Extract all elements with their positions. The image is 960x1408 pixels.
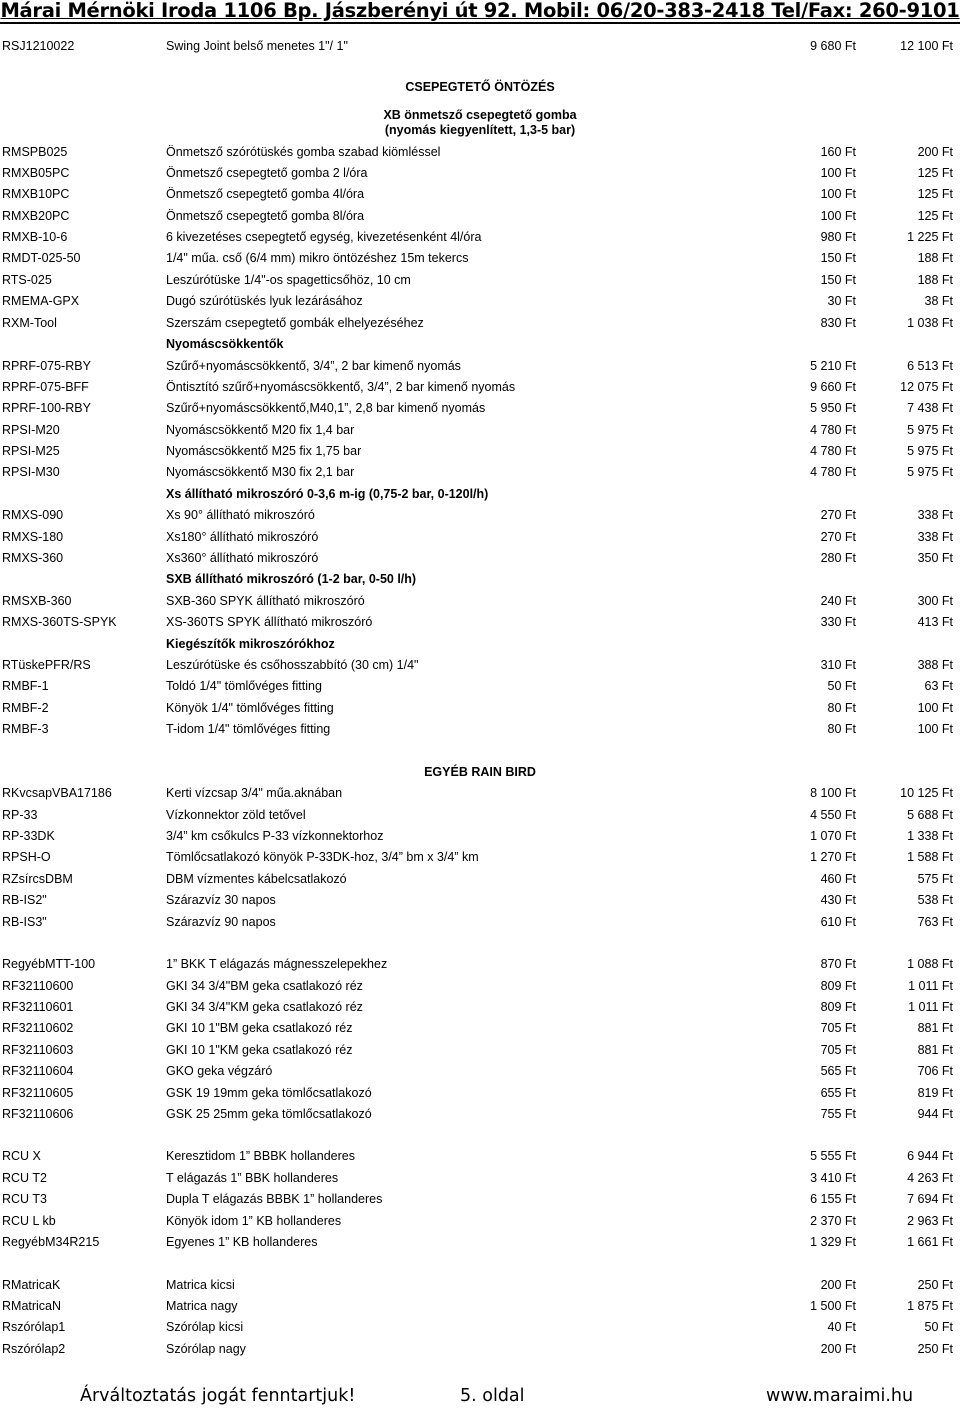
net-price: 40 Ft [827,1320,856,1334]
product-code: RB-IS2" [2,893,47,907]
price-row [0,784,960,802]
product-code: RMBF-2 [2,701,49,715]
price-row [0,848,960,866]
price-row [0,955,960,973]
price-row [0,378,960,396]
product-code: RF32110600 [2,979,74,993]
product-description: Dugó szúrótüskés lyuk lezárásához [166,294,363,308]
product-description: 6 kivezetéses csepegtető egység, kivezetésenként 4l/óra [166,230,482,244]
product-code: RMBF-3 [2,722,49,736]
product-description: Nyomáscsökkentő M20 fix 1,4 bar [166,423,355,437]
product-code: RMDT-025-50 [2,251,81,265]
product-code: RMXS-090 [2,508,64,522]
subsection-heading-text: Kiegészítők mikroszórókhoz [166,637,335,651]
product-code: RF32110606 [2,1107,74,1121]
gross-price: 1 011 Ft [908,1000,953,1014]
price-row [0,292,960,310]
product-code: RSJ1210022 [2,39,75,53]
product-code: RF32110605 [2,1086,74,1100]
price-row [0,314,960,332]
gross-price: 5 975 Ft [907,465,953,479]
product-description: T elágazás 1” BBK hollanderes [166,1171,339,1185]
page-number: 5. oldal [460,1386,525,1406]
subsection-heading [0,570,960,588]
product-code: RMSXB-360 [2,594,72,608]
gross-price: 1 011 Ft [908,979,953,993]
product-code: RCU T3 [2,1192,47,1206]
product-description: Tömlőcsatlakozó könyök P-33DK-hoz, 3/4” bm x 3/4” km [166,850,479,864]
product-code: RMXS-360TS-SPYK [2,615,117,629]
subsection-heading [0,485,960,503]
gross-price: 5 975 Ft [907,423,953,437]
gross-price: 1 338 Ft [907,829,953,843]
product-description: Könyök idom 1” KB hollanderes [166,1214,342,1228]
product-description: Szárazvíz 30 napos [166,893,276,907]
gross-price: 6 513 Ft [907,359,953,373]
net-price: 830 Ft [820,316,856,330]
gross-price: 188 Ft [917,251,953,265]
net-price: 330 Ft [820,615,856,629]
product-description: 3/4” km csőkulcs P-33 vízkonnektorhoz [166,829,384,843]
price-row [0,699,960,717]
product-code: Rszórólap1 [2,1320,66,1334]
section-subtitle [0,121,960,139]
product-code: RegyébMTT-100 [2,957,96,971]
net-price: 565 Ft [820,1064,856,1078]
price-row [0,506,960,524]
product-code: RMBF-1 [2,679,49,693]
gross-price: 413 Ft [917,615,953,629]
price-row [0,185,960,203]
net-price: 310 Ft [820,658,856,672]
subsection-heading-text: Xs állítható mikroszóró 0-3,6 m-ig (0,75-2 bar, 0-120l/h) [166,487,489,501]
product-description: GKI 10 1"BM geka csatlakozó réz [166,1021,353,1035]
price-row [0,549,960,567]
price-row [0,998,960,1016]
product-code: RMatricaN [2,1299,62,1313]
price-row [0,1276,960,1294]
net-price: 50 Ft [827,679,856,693]
price-row [0,656,960,674]
gross-price: 5 688 Ft [907,808,953,822]
gross-price: 10 125 Ft [900,786,953,800]
net-price: 9 680 Ft [810,39,856,53]
product-description: Egyenes 1” KB hollanderes [166,1235,318,1249]
price-row [0,1062,960,1080]
product-description: Xs360° állítható mikroszóró [166,551,319,565]
product-description: SXB-360 SPYK állítható mikroszóró [166,594,365,608]
gross-price: 188 Ft [917,273,953,287]
gross-price: 50 Ft [924,1320,953,1334]
product-code: Rszórólap2 [2,1342,66,1356]
product-code: RMXB-10-6 [2,230,68,244]
price-row [0,1147,960,1165]
product-code: RF32110601 [2,1000,74,1014]
product-description: Szűrő+nyomáscsökkentő,M40,1”, 2,8 bar kimenő nyomás [166,401,486,415]
product-code: RF32110604 [2,1064,74,1078]
section-title-text: CSEPEGTETŐ ÖNTÖZÉS [405,80,555,94]
product-description: T-idom 1/4" tömlővéges fitting [166,722,331,736]
product-code: RMatricaK [2,1278,61,1292]
net-price: 240 Ft [820,594,856,608]
net-price: 5 555 Ft [810,1149,856,1163]
net-price: 5 210 Ft [810,359,856,373]
net-price: 100 Ft [820,187,856,201]
gross-price: 38 Ft [924,294,953,308]
net-price: 8 100 Ft [810,786,856,800]
price-row [0,806,960,824]
gross-price: 125 Ft [917,187,953,201]
product-code: RegyébM34R215 [2,1235,100,1249]
subsection-heading [0,335,960,353]
product-code: RMXB05PC [2,166,70,180]
net-price: 5 950 Ft [810,401,856,415]
net-price: 100 Ft [820,209,856,223]
net-price: 9 660 Ft [810,380,856,394]
product-code: RP-33DK [2,829,55,843]
price-row [0,977,960,995]
product-description: Xs 90° állítható mikroszóró [166,508,315,522]
gross-price: 1 661 Ft [907,1235,953,1249]
net-price: 100 Ft [820,166,856,180]
net-price: 200 Ft [820,1278,856,1292]
footer-website: www.maraimi.hu [766,1386,914,1406]
section-title [0,78,960,96]
gross-price: 1 875 Ft [907,1299,953,1313]
net-price: 1 329 Ft [810,1235,856,1249]
product-code: RPSI-M30 [2,465,60,479]
price-row [0,207,960,225]
net-price: 160 Ft [820,145,856,159]
product-code: RF32110603 [2,1043,74,1057]
product-description: Szórólap kicsi [166,1320,244,1334]
net-price: 80 Ft [827,722,856,736]
price-row [0,442,960,460]
product-description: Öntisztító szűrő+nyomáscsökkentő, 3/4”, 2 bar kimenő nyomás [166,380,516,394]
gross-price: 881 Ft [917,1021,953,1035]
net-price: 870 Ft [820,957,856,971]
price-row [0,592,960,610]
net-price: 460 Ft [820,872,856,886]
gross-price: 1 225 Ft [907,230,953,244]
product-description: 1/4" műa. cső (6/4 mm) mikro öntözéshez 15m tekercs [166,251,469,265]
product-description: Matrica nagy [166,1299,238,1313]
product-description: GSK 25 25mm geka tömlőcsatlakozó [166,1107,372,1121]
product-code: RB-IS3" [2,915,47,929]
product-code: RKvcsapVBA17186 [2,786,112,800]
page-footer [0,1385,960,1407]
price-row [0,870,960,888]
product-code: RPSH-O [2,850,51,864]
gross-price: 250 Ft [917,1278,953,1292]
product-code: RPSI-M20 [2,423,60,437]
product-code: RMEMA-GPX [2,294,80,308]
product-code: RPRF-075-RBY [2,359,91,373]
product-description: Kerti vízcsap 3/4" műa.aknában [166,786,343,800]
gross-price: 4 263 Ft [907,1171,953,1185]
gross-price: 706 Ft [917,1064,953,1078]
product-description: GKO geka végzáró [166,1064,273,1078]
section-subtitle-text: (nyomás kiegyenlített, 1,3-5 bar) [384,123,576,137]
gross-price: 100 Ft [917,701,953,715]
gross-price: 125 Ft [917,166,953,180]
price-row [0,463,960,481]
price-row [0,1340,960,1358]
product-code: RZsírcsDBM [2,872,73,886]
product-code: RXM-Tool [2,316,57,330]
product-description: Keresztidom 1” BBBK hollanderes [166,1149,355,1163]
gross-price: 1 038 Ft [907,316,953,330]
gross-price: 12 075 Ft [900,380,953,394]
product-code: RMXB20PC [2,209,70,223]
net-price: 280 Ft [820,551,856,565]
product-description: Szórólap nagy [166,1342,246,1356]
net-price: 655 Ft [820,1086,856,1100]
net-price: 705 Ft [820,1043,856,1057]
product-code: RMXS-180 [2,530,64,544]
product-code: RCU X [2,1149,41,1163]
price-row [0,913,960,931]
product-description: Swing Joint belső menetes 1"/ 1" [166,39,348,53]
net-price: 705 Ft [820,1021,856,1035]
product-code: RMXB10PC [2,187,70,201]
gross-price: 881 Ft [917,1043,953,1057]
net-price: 150 Ft [820,273,856,287]
product-code: RP-33 [2,808,38,822]
product-description: Toldó 1/4" tömlővéges fitting [166,679,322,693]
gross-price: 388 Ft [917,658,953,672]
product-description: Önmetsző csepegtető gomba 8l/óra [166,209,365,223]
product-description: Matrica kicsi [166,1278,235,1292]
product-description: Xs180° állítható mikroszóró [166,530,319,544]
product-description: Önmetsző csepegtető gomba 2 l/óra [166,166,368,180]
product-description: GKI 34 3/4"BM geka csatlakozó réz [166,979,363,993]
net-price: 610 Ft [820,915,856,929]
product-description: Szárazvíz 90 napos [166,915,276,929]
price-row [0,613,960,631]
gross-price: 575 Ft [917,872,953,886]
price-row [0,1297,960,1315]
product-description: Leszúrótüske és csőhosszabbító (30 cm) 1/4" [166,658,419,672]
section-subtitle-text: XB önmetsző csepegtető gomba [383,108,577,122]
net-price: 1 270 Ft [810,850,856,864]
price-row [0,1190,960,1208]
product-description: GKI 10 1"KM geka csatlakozó réz [166,1043,353,1057]
net-price: 1 070 Ft [810,829,856,843]
net-price: 4 780 Ft [810,444,856,458]
gross-price: 63 Ft [924,679,953,693]
product-code: RCU T2 [2,1171,47,1185]
product-code: RCU L kb [2,1214,56,1228]
net-price: 270 Ft [820,508,856,522]
product-description: Szűrő+nyomáscsökkentő, 3/4”, 2 bar kimenő nyomás [166,359,461,373]
gross-price: 338 Ft [917,530,953,544]
gross-price: 5 975 Ft [907,444,953,458]
price-row [0,891,960,909]
product-description: DBM vízmentes kábelcsatlakozó [166,872,347,886]
product-code: RTüskePFR/RS [2,658,91,672]
price-row [0,399,960,417]
gross-price: 350 Ft [917,551,953,565]
price-row [0,1019,960,1037]
subsection-heading-text: SXB állítható mikroszóró (1-2 bar, 0-50 l/h) [166,572,417,586]
product-description: 1” BKK T elágazás mágnesszelepekhez [166,957,388,971]
gross-price: 100 Ft [917,722,953,736]
product-description: Nyomáscsökkentő M25 fix 1,75 bar [166,444,362,458]
net-price: 200 Ft [820,1342,856,1356]
gross-price: 125 Ft [917,209,953,223]
price-row [0,1105,960,1123]
product-code: RMSPB025 [2,145,68,159]
product-description: Önmetsző szórótüskés gomba szabad kiömléssel [166,145,441,159]
price-row [0,37,960,55]
product-code: RF32110602 [2,1021,74,1035]
product-description: XS-360TS SPYK állítható mikroszóró [166,615,373,629]
section-title [0,763,960,781]
section-title-text: EGYÉB RAIN BIRD [424,765,536,779]
product-code: RPSI-M25 [2,444,60,458]
price-row [0,1041,960,1059]
gross-price: 1 088 Ft [907,957,953,971]
gross-price: 6 944 Ft [907,1149,953,1163]
net-price: 4 780 Ft [810,423,856,437]
product-code: RTS-025 [2,273,52,287]
net-price: 2 370 Ft [810,1214,856,1228]
gross-price: 1 588 Ft [907,850,953,864]
product-description: Szerszám csepegtető gombák elhelyezéséhez [166,316,424,330]
product-description: Dupla T elágazás BBBK 1” hollanderes [166,1192,383,1206]
price-row [0,164,960,182]
price-row [0,1169,960,1187]
product-description: Nyomáscsökkentő M30 fix 2,1 bar [166,465,355,479]
gross-price: 763 Ft [917,915,953,929]
net-price: 809 Ft [820,979,856,993]
product-description: Leszúrótüske 1/4"-os spagetticsőhöz, 10 cm [166,273,411,287]
price-row [0,1212,960,1230]
price-row [0,1233,960,1251]
price-row [0,528,960,546]
net-price: 3 410 Ft [810,1171,856,1185]
price-row [0,677,960,695]
price-row [0,1084,960,1102]
net-price: 30 Ft [827,294,856,308]
net-price: 755 Ft [820,1107,856,1121]
product-code: RMXS-360 [2,551,64,565]
gross-price: 250 Ft [917,1342,953,1356]
net-price: 809 Ft [820,1000,856,1014]
net-price: 4 780 Ft [810,465,856,479]
gross-price: 944 Ft [917,1107,953,1121]
net-price: 980 Ft [820,230,856,244]
gross-price: 2 963 Ft [907,1214,953,1228]
net-price: 4 550 Ft [810,808,856,822]
gross-price: 300 Ft [917,594,953,608]
net-price: 1 500 Ft [810,1299,856,1313]
net-price: 430 Ft [820,893,856,907]
price-row [0,271,960,289]
product-description: Könyök 1/4" tömlővéges fitting [166,701,334,715]
gross-price: 200 Ft [917,145,953,159]
price-row [0,228,960,246]
product-description: GKI 34 3/4"KM geka csatlakozó réz [166,1000,363,1014]
gross-price: 338 Ft [917,508,953,522]
product-code: RPRF-075-BFF [2,380,89,394]
price-row [0,143,960,161]
gross-price: 7 438 Ft [907,401,953,415]
gross-price: 7 694 Ft [907,1192,953,1206]
net-price: 6 155 Ft [810,1192,856,1206]
page-header: Márai Mérnöki Iroda 1106 Bp. Jászberényi út 92. Mobil: 06/20-383-2418 Tel/Fax: 260-9101 [0,0,960,22]
gross-price: 819 Ft [917,1086,953,1100]
price-row [0,720,960,738]
product-description: GSK 19 19mm geka tömlőcsatlakozó [166,1086,372,1100]
price-row [0,1318,960,1336]
price-row [0,827,960,845]
net-price: 270 Ft [820,530,856,544]
product-description: Vízkonnektor zöld tetővel [166,808,306,822]
price-row [0,249,960,267]
net-price: 150 Ft [820,251,856,265]
product-description: Önmetsző csepegtető gomba 4l/óra [166,187,365,201]
price-row [0,421,960,439]
gross-price: 12 100 Ft [900,39,953,53]
subsection-heading-text: Nyomáscsökkentők [166,337,284,351]
footer-notice: Árváltoztatás jogát fenntartjuk! [80,1386,356,1406]
net-price: 80 Ft [827,701,856,715]
price-row [0,357,960,375]
gross-price: 538 Ft [917,893,953,907]
product-code: RPRF-100-RBY [2,401,91,415]
subsection-heading [0,635,960,653]
